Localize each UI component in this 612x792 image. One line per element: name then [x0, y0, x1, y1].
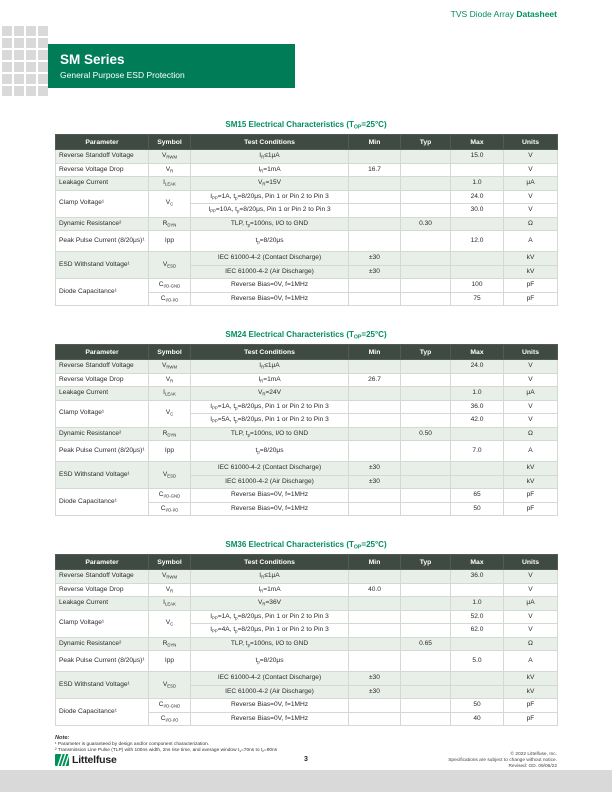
bottom-gray-bar [0, 770, 612, 792]
units-cell: V [504, 583, 558, 597]
symbol-cell: $R_{DYN}$ [149, 637, 191, 651]
units-cell: V [504, 373, 558, 387]
typ-cell [401, 610, 451, 624]
conditions-cell: $I_{PP}=1A$, $t_p=8/20\mu s$, Pin 1 or Pin 2 to Pin 3 [191, 190, 349, 204]
conditions-cell: IEC 61000-4-2 (Contact Discharge) [191, 672, 349, 686]
conditions-cell: Reverse Bias=0V, f=1MHz [191, 489, 349, 503]
min-cell [349, 231, 401, 252]
conditions-cell: Reverse Bias=0V, f=1MHz [191, 699, 349, 713]
min-cell [349, 400, 401, 414]
col-header-typ: Typ [401, 555, 451, 570]
symbol-cell: Ipp [149, 441, 191, 462]
typ-cell [401, 190, 451, 204]
col-header-parameter: Parameter [56, 555, 149, 570]
row-peak-pulse-current [56, 441, 558, 462]
units-cell: V [504, 624, 558, 638]
max-cell: 62.0 [451, 624, 504, 638]
typ-cell [401, 265, 451, 279]
typ-cell [401, 150, 451, 164]
param-cell: Reverse Standoff Voltage [56, 360, 149, 374]
units-cell: μA [504, 387, 558, 401]
copyright-line: © 2022 Littelfuse, Inc. [510, 752, 557, 757]
units-cell: V [504, 163, 558, 177]
min-cell [349, 441, 401, 462]
symbol-cell: $I_{LEAK}$ [149, 177, 191, 191]
typ-cell [401, 712, 451, 726]
max-cell [451, 583, 504, 597]
row-esd-withstand-a [56, 462, 558, 476]
param-cell: Diode Capacitance¹ [56, 279, 149, 306]
units-cell: V [504, 150, 558, 164]
sm36-table [55, 554, 558, 726]
max-cell: 1.0 [451, 177, 504, 191]
typ-cell [401, 360, 451, 374]
units-cell: Ω [504, 637, 558, 651]
param-cell: Reverse Voltage Drop [56, 373, 149, 387]
max-cell [451, 217, 504, 231]
sm36-table-title: SM36 Electrical Characteristics $(T_{OP}=25^\circ C)$ [225, 540, 387, 551]
min-cell [349, 624, 401, 638]
footnote-2: ² Transmission Line Pulse (TLP) with 100ns width, 2ns rise time, and average window $t_1=70ns$ to $t_2=90ns$ [55, 748, 278, 754]
units-cell: μA [504, 597, 558, 611]
conditions-cell: IEC 61000-4-2 (Air Discharge) [191, 265, 349, 279]
param-cell: Reverse Standoff Voltage [56, 570, 149, 584]
min-cell [349, 597, 401, 611]
conditions-cell: IEC 61000-4-2 (Air Discharge) [191, 475, 349, 489]
symbol-cell: $V_C$ [149, 400, 191, 427]
sm15-table-title: SM15 Electrical Characteristics $(T_{OP}=25^\circ C)$ [225, 120, 387, 131]
max-cell: 5.0 [451, 651, 504, 672]
conditions-cell: Reverse Bias=0V, f=1MHz [191, 502, 349, 516]
typ-cell [401, 163, 451, 177]
param-cell: Reverse Standoff Voltage [56, 150, 149, 164]
typ-cell [401, 373, 451, 387]
conditions-cell: $I_{PP}=4A$, $t_p=8/20\mu s$, Pin 1 or Pin 2 to Pin 3 [191, 624, 349, 638]
min-cell [349, 177, 401, 191]
typ-cell [401, 570, 451, 584]
conditions-cell: $I_R=1mA$ [191, 163, 349, 177]
typ-cell [401, 400, 451, 414]
units-cell: A [504, 651, 558, 672]
min-cell: 40.0 [349, 583, 401, 597]
col-header-test-conditions: Test Conditions [191, 135, 349, 150]
typ-cell: 0.30 [401, 217, 451, 231]
units-cell: pF [504, 712, 558, 726]
conditions-cell: $I_{PP}=1A$, $t_p=8/20\mu s$, Pin 1 or Pin 2 to Pin 3 [191, 610, 349, 624]
min-cell [349, 502, 401, 516]
units-cell: Ω [504, 217, 558, 231]
symbol-cell: $I_{LEAK}$ [149, 387, 191, 401]
conditions-cell: TLP, $t_p=100ns$, I/O to GND [191, 427, 349, 441]
col-header-test-conditions: Test Conditions [191, 555, 349, 570]
param-cell: ESD Withstand Voltage¹ [56, 672, 149, 699]
col-header-min: Min [349, 135, 401, 150]
typ-cell [401, 204, 451, 218]
col-header-max: Max [451, 555, 504, 570]
row-reverse-voltage-drop [56, 583, 558, 597]
typ-cell: 0.50 [401, 427, 451, 441]
col-header-units: Units [504, 135, 558, 150]
col-header-units: Units [504, 555, 558, 570]
footnote-1: ¹ Parameter is guaranteed by design and/or component characterization. [55, 742, 210, 747]
min-cell: ±30 [349, 475, 401, 489]
param-cell: Diode Capacitance¹ [56, 489, 149, 516]
units-cell: kV [504, 252, 558, 266]
header-row [56, 555, 558, 570]
symbol-cell: $V_{RWM}$ [149, 150, 191, 164]
row-reverse-voltage-drop [56, 163, 558, 177]
row-reverse-standoff-voltage [56, 360, 558, 374]
typ-cell [401, 502, 451, 516]
page-footer [55, 752, 557, 770]
sm15-section [55, 120, 557, 306]
symbol-cell: $V_R$ [149, 583, 191, 597]
min-cell [349, 427, 401, 441]
max-cell [451, 265, 504, 279]
max-cell [451, 685, 504, 699]
series-title: SM Series [60, 51, 125, 67]
row-leakage-current [56, 387, 558, 401]
max-cell: 65 [451, 489, 504, 503]
symbol-cell: $R_{DYN}$ [149, 217, 191, 231]
param-cell: Clamp Voltage¹ [56, 400, 149, 427]
min-cell [349, 570, 401, 584]
min-cell: ±30 [349, 462, 401, 476]
row-clamp-voltage-a [56, 400, 558, 414]
sm24-table-title: SM24 Electrical Characteristics $(T_{OP}=25^\circ C)$ [225, 330, 387, 341]
units-cell: kV [504, 685, 558, 699]
typ-cell [401, 624, 451, 638]
min-cell [349, 150, 401, 164]
row-dynamic-resistance [56, 427, 558, 441]
header-row [56, 135, 558, 150]
symbol-cell: $V_{ESD}$ [149, 252, 191, 279]
typ-cell [401, 177, 451, 191]
conditions-cell: TLP, $t_p=100ns$, I/O to GND [191, 217, 349, 231]
max-cell: 7.0 [451, 441, 504, 462]
conditions-cell: $I_R\le 1\mu A$ [191, 570, 349, 584]
param-cell: Peak Pulse Current (8/20μs)¹ [56, 651, 149, 672]
symbol-cell: $R_{DYN}$ [149, 427, 191, 441]
conditions-cell: $V_R=24V$ [191, 387, 349, 401]
col-header-units: Units [504, 345, 558, 360]
typ-cell [401, 462, 451, 476]
max-cell: 24.0 [451, 360, 504, 374]
max-cell [451, 427, 504, 441]
symbol-cell: Ipp [149, 651, 191, 672]
symbol-cell: $C_{I/O-I/O}$ [149, 502, 191, 516]
max-cell [451, 672, 504, 686]
typ-cell [401, 685, 451, 699]
min-cell [349, 292, 401, 306]
col-header-symbol: Symbol [149, 345, 191, 360]
typ-cell [401, 651, 451, 672]
series-banner [48, 44, 295, 88]
note-label: Note: [55, 735, 70, 741]
symbol-cell: $V_C$ [149, 190, 191, 217]
row-peak-pulse-current [56, 651, 558, 672]
typ-cell [401, 699, 451, 713]
min-cell [349, 489, 401, 503]
conditions-cell: $I_R\le 1\mu A$ [191, 360, 349, 374]
row-clamp-voltage-a [56, 190, 558, 204]
max-cell [451, 637, 504, 651]
max-cell: 100 [451, 279, 504, 293]
min-cell [349, 699, 401, 713]
min-cell [349, 651, 401, 672]
typ-cell [401, 489, 451, 503]
typ-cell [401, 252, 451, 266]
max-cell: 52.0 [451, 610, 504, 624]
conditions-cell: TLP, $t_p=100ns$, I/O to GND [191, 637, 349, 651]
symbol-cell: $C_{I/O-GND}$ [149, 699, 191, 713]
units-cell: kV [504, 265, 558, 279]
col-header-parameter: Parameter [56, 345, 149, 360]
min-cell [349, 190, 401, 204]
sm15-table [55, 134, 558, 306]
col-header-parameter: Parameter [56, 135, 149, 150]
conditions-cell: IEC 61000-4-2 (Contact Discharge) [191, 252, 349, 266]
copyright-block [448, 752, 557, 771]
min-cell [349, 637, 401, 651]
param-cell: Leakage Current [56, 387, 149, 401]
units-cell: pF [504, 279, 558, 293]
min-cell [349, 610, 401, 624]
max-cell: 30.0 [451, 204, 504, 218]
param-cell: Dynamic Resistance² [56, 637, 149, 651]
max-cell: 50 [451, 699, 504, 713]
max-cell [451, 475, 504, 489]
row-reverse-standoff-voltage [56, 150, 558, 164]
col-header-typ: Typ [401, 135, 451, 150]
page-number: 3 [304, 756, 308, 763]
units-cell: V [504, 190, 558, 204]
row-diode-capacitance-a [56, 279, 558, 293]
spec-change-line: Specifications are subject to change without notice. [448, 758, 557, 764]
max-cell: 50 [451, 502, 504, 516]
conditions-cell: $I_R=1mA$ [191, 373, 349, 387]
symbol-cell: $C_{I/O-I/O}$ [149, 292, 191, 306]
conditions-cell: IEC 61000-4-2 (Contact Discharge) [191, 462, 349, 476]
param-cell: Dynamic Resistance² [56, 427, 149, 441]
max-cell: 12.0 [451, 231, 504, 252]
conditions-cell: $V_R=15V$ [191, 177, 349, 191]
param-cell: Leakage Current [56, 597, 149, 611]
row-peak-pulse-current [56, 231, 558, 252]
typ-cell [401, 414, 451, 428]
col-header-test-conditions: Test Conditions [191, 345, 349, 360]
units-cell: V [504, 204, 558, 218]
units-cell: kV [504, 462, 558, 476]
conditions-cell: $I_{PP}=1A$, $t_p=8/20\mu s$, Pin 1 or Pin 2 to Pin 3 [191, 400, 349, 414]
symbol-cell: $V_{ESD}$ [149, 462, 191, 489]
conditions-cell: $I_{PP}=10A$, $t_p=8/20\mu s$, Pin 1 or Pin 2 to Pin 3 [191, 204, 349, 218]
littelfuse-logo-icon [55, 754, 69, 766]
row-clamp-voltage-a [56, 610, 558, 624]
param-cell: Leakage Current [56, 177, 149, 191]
tagline-series: TVS Diode Array [450, 9, 514, 19]
param-cell: Reverse Voltage Drop [56, 163, 149, 177]
col-header-symbol: Symbol [149, 555, 191, 570]
row-dynamic-resistance [56, 217, 558, 231]
param-cell: ESD Withstand Voltage¹ [56, 462, 149, 489]
typ-cell: 0.65 [401, 637, 451, 651]
conditions-cell: Reverse Bias=0V, f=1MHz [191, 712, 349, 726]
conditions-cell: $t_p=8/20\mu s$ [191, 441, 349, 462]
document-tagline [451, 9, 557, 19]
typ-cell [401, 292, 451, 306]
littelfuse-logo [55, 754, 117, 766]
typ-cell [401, 387, 451, 401]
units-cell: A [504, 441, 558, 462]
typ-cell [401, 475, 451, 489]
col-header-min: Min [349, 345, 401, 360]
max-cell: 15.0 [451, 150, 504, 164]
param-cell: Peak Pulse Current (8/20μs)¹ [56, 441, 149, 462]
col-header-min: Min [349, 555, 401, 570]
param-cell: Reverse Voltage Drop [56, 583, 149, 597]
max-cell: 1.0 [451, 597, 504, 611]
min-cell [349, 712, 401, 726]
max-cell [451, 373, 504, 387]
param-cell: Dynamic Resistance² [56, 217, 149, 231]
sm24-table [55, 344, 558, 516]
min-cell [349, 360, 401, 374]
units-cell: μA [504, 177, 558, 191]
min-cell [349, 414, 401, 428]
min-cell [349, 217, 401, 231]
max-cell [451, 462, 504, 476]
row-dynamic-resistance [56, 637, 558, 651]
min-cell: ±30 [349, 252, 401, 266]
symbol-cell: $V_R$ [149, 373, 191, 387]
units-cell: pF [504, 502, 558, 516]
conditions-cell: $t_p=8/20\mu s$ [191, 651, 349, 672]
param-cell: ESD Withstand Voltage¹ [56, 252, 149, 279]
units-cell: pF [504, 699, 558, 713]
symbol-cell: $V_{RWM}$ [149, 570, 191, 584]
max-cell: 40 [451, 712, 504, 726]
param-cell: Peak Pulse Current (8/20μs)¹ [56, 231, 149, 252]
conditions-cell: $V_R=36V$ [191, 597, 349, 611]
littelfuse-wordmark: Littelfuse [72, 754, 117, 766]
units-cell: kV [504, 475, 558, 489]
conditions-cell: $I_R\le 1\mu A$ [191, 150, 349, 164]
row-leakage-current [56, 177, 558, 191]
param-cell: Clamp Voltage¹ [56, 190, 149, 217]
row-esd-withstand-a [56, 252, 558, 266]
header-row [56, 345, 558, 360]
col-header-max: Max [451, 135, 504, 150]
row-leakage-current [56, 597, 558, 611]
row-reverse-standoff-voltage [56, 570, 558, 584]
units-cell: kV [504, 672, 558, 686]
row-diode-capacitance-a [56, 489, 558, 503]
max-cell: 75 [451, 292, 504, 306]
max-cell: 1.0 [451, 387, 504, 401]
min-cell: ±30 [349, 265, 401, 279]
max-cell: 36.0 [451, 400, 504, 414]
units-cell: V [504, 360, 558, 374]
symbol-cell: Ipp [149, 231, 191, 252]
sm36-section [55, 540, 557, 726]
revised-line: Revised: GD. 09/06/22 [508, 764, 557, 770]
min-cell [349, 204, 401, 218]
max-cell: 42.0 [451, 414, 504, 428]
max-cell [451, 163, 504, 177]
min-cell [349, 279, 401, 293]
series-subtitle: General Purpose ESD Protection [60, 70, 185, 81]
symbol-cell: $V_{ESD}$ [149, 672, 191, 699]
min-cell: 16.7 [349, 163, 401, 177]
col-header-max: Max [451, 345, 504, 360]
typ-cell [401, 672, 451, 686]
symbol-cell: $V_C$ [149, 610, 191, 637]
row-esd-withstand-a [56, 672, 558, 686]
row-reverse-voltage-drop [56, 373, 558, 387]
symbol-cell: $C_{I/O-GND}$ [149, 489, 191, 503]
units-cell: V [504, 570, 558, 584]
min-cell: ±30 [349, 672, 401, 686]
units-cell: pF [504, 292, 558, 306]
col-header-symbol: Symbol [149, 135, 191, 150]
min-cell [349, 387, 401, 401]
typ-cell [401, 441, 451, 462]
units-cell: A [504, 231, 558, 252]
min-cell: ±30 [349, 685, 401, 699]
tagline-datasheet: Datasheet [516, 9, 557, 19]
units-cell: V [504, 400, 558, 414]
conditions-cell: IEC 61000-4-2 (Air Discharge) [191, 685, 349, 699]
row-diode-capacitance-a [56, 699, 558, 713]
min-cell: 26.7 [349, 373, 401, 387]
decor-squares [2, 26, 48, 96]
symbol-cell: $C_{I/O-GND}$ [149, 279, 191, 293]
units-cell: V [504, 414, 558, 428]
typ-cell [401, 231, 451, 252]
units-cell: V [504, 610, 558, 624]
max-cell: 24.0 [451, 190, 504, 204]
conditions-cell: Reverse Bias=0V, f=1MHz [191, 292, 349, 306]
symbol-cell: $C_{I/O-I/O}$ [149, 712, 191, 726]
sm24-section [55, 330, 557, 516]
conditions-cell: $t_p=8/20\mu s$ [191, 231, 349, 252]
param-cell: Clamp Voltage¹ [56, 610, 149, 637]
symbol-cell: $V_{RWM}$ [149, 360, 191, 374]
typ-cell [401, 597, 451, 611]
param-cell: Diode Capacitance¹ [56, 699, 149, 726]
max-cell: 36.0 [451, 570, 504, 584]
conditions-cell: $I_R=1mA$ [191, 583, 349, 597]
conditions-cell: $I_{PP}=5A$, $t_p=8/20\mu s$, Pin 1 or Pin 2 to Pin 3 [191, 414, 349, 428]
col-header-typ: Typ [401, 345, 451, 360]
symbol-cell: $V_R$ [149, 163, 191, 177]
units-cell: Ω [504, 427, 558, 441]
max-cell [451, 252, 504, 266]
conditions-cell: Reverse Bias=0V, f=1MHz [191, 279, 349, 293]
units-cell: pF [504, 489, 558, 503]
typ-cell [401, 583, 451, 597]
symbol-cell: $I_{LEAK}$ [149, 597, 191, 611]
typ-cell [401, 279, 451, 293]
